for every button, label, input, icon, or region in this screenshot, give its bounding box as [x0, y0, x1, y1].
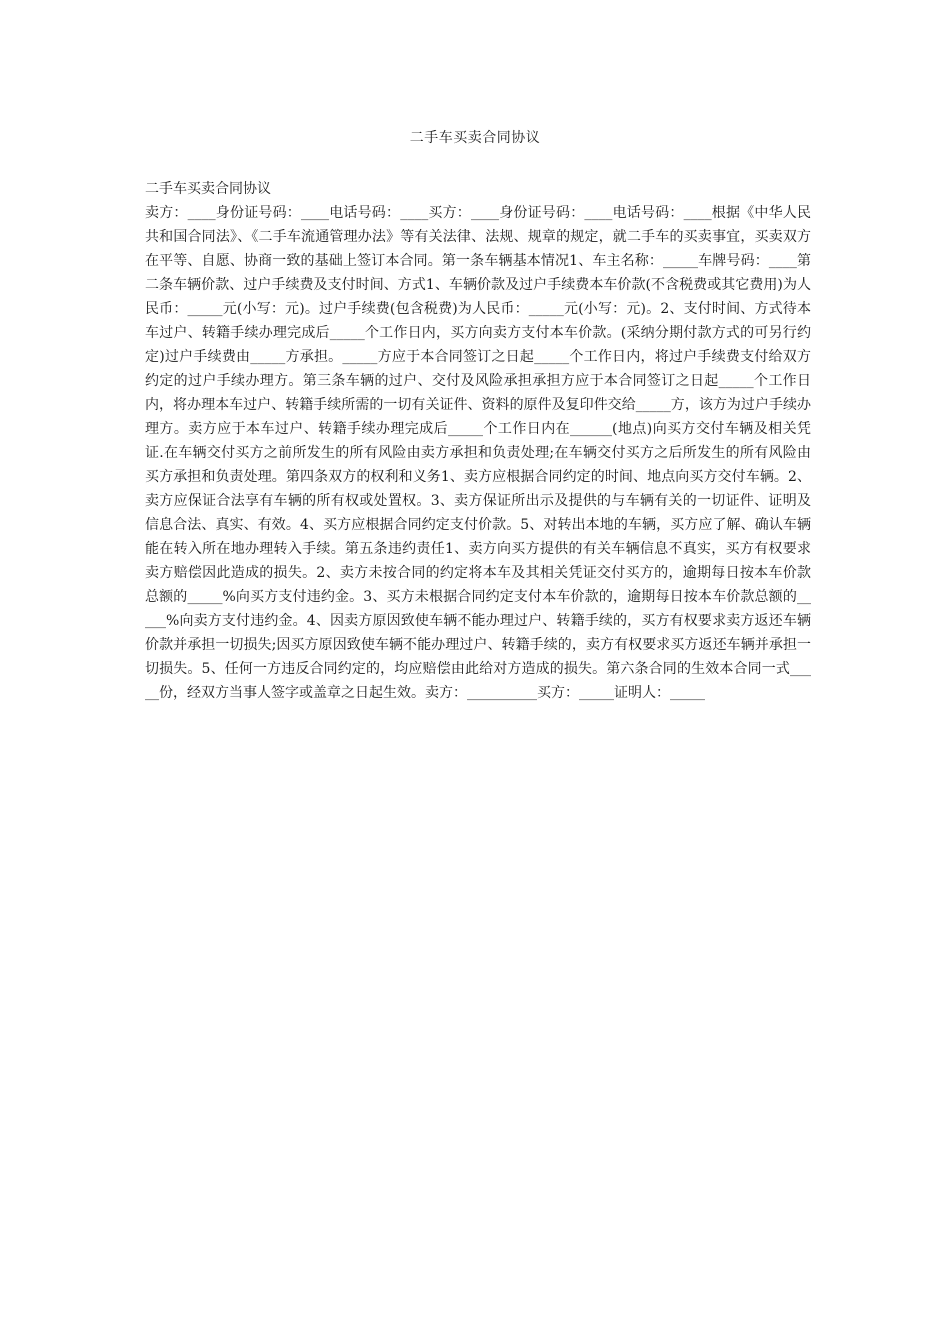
document-subtitle: 二手车买卖合同协议 [145, 181, 271, 197]
document-body [145, 177, 811, 705]
document-title: 二手车买卖合同协议 [409, 130, 541, 146]
contract-paragraph: 卖方：____身份证号码：____电话号码：____买方：____身份证号码：____电话号码：____根据《中华人民共和国合同法》、《二手车流通管理办法》等有关法律、法规、规章的规定，就二手车的买卖事宜，买卖双方在平等、自愿、协商一致的基础上签订本合同。第一条车辆基本情况1、车主名称：_____车牌号码：____第二条车辆价款、过户手续费及支付时间、方式1、车辆价款及过户手续费本车价款(不含税费或其它费用)为人民币：_____元(小写：元)。过户手续费(包含税费)为人民币：_____元(小写：元)。2、支付时间、方式待本车过户、转籍手续办理完成后_____个工作日内，买方向卖方支付本车价款。(采纳分期付款方式的可另行约定)过户手续费由_____方承担。_____方应于本合同签订之日起_____个工作日内，将过户手续费支付给双方约定的过户手续办理方。第三条车辆的过户、交付及风险承担承担方应于本合同签订之日起_____个工作日内，将办理本车过户、转籍手续所需的一切有关证件、资料的原件及复印件交给_____方，该方为过户手续办理方。卖方应于本车过户、转籍手续办理完成后_____个工作日内在______(地点)向买方交付车辆及相关凭证.在车辆交付买方之前所发生的所有风险由卖方承担和负责处理;在车辆交付买方之后所发生的所有风险由买方承担和负责处理。第四条双方的权利和义务1、卖方应根据合同约定的时间、地点向买方交付车辆。2、卖方应保证合法享有车辆的所有权或处置权。3、卖方保证所出示及提供的与车辆有关的一切证件、证明及信息合法、真实、有效。4、买方应根据合同约定支付价款。5、对转出本地的车辆，买方应了解、确认车辆能在转入所在地办理转入手续。第五条违约责任1、卖方向买方提供的有关车辆信息不真实，买方有权要求卖方赔偿因此造成的损失。2、卖方未按合同的约定将本车及其相关凭证交付买方的，逾期每日按本车价款总额的_____%向买方支付违约金。3、买方未根据合同约定支付本车价款的，逾期每日按本车价款总额的_____%向卖方支付违约金。4、因卖方原因致使车辆不能办理过户、转籍手续的，买方有权要求卖方返还车辆价款并承担一切损失;因买方原因致使车辆不能办理过户、转籍手续的，卖方有权要求买方返还车辆并承担一切损失。5、任何一方违反合同约定的，均应赔偿由此给对方造成的损失。第六条合同的生效本合同一式_____份，经双方当事人签字或盖章之日起生效。卖方：__________买方：_____证明人：_____ [145, 205, 811, 701]
